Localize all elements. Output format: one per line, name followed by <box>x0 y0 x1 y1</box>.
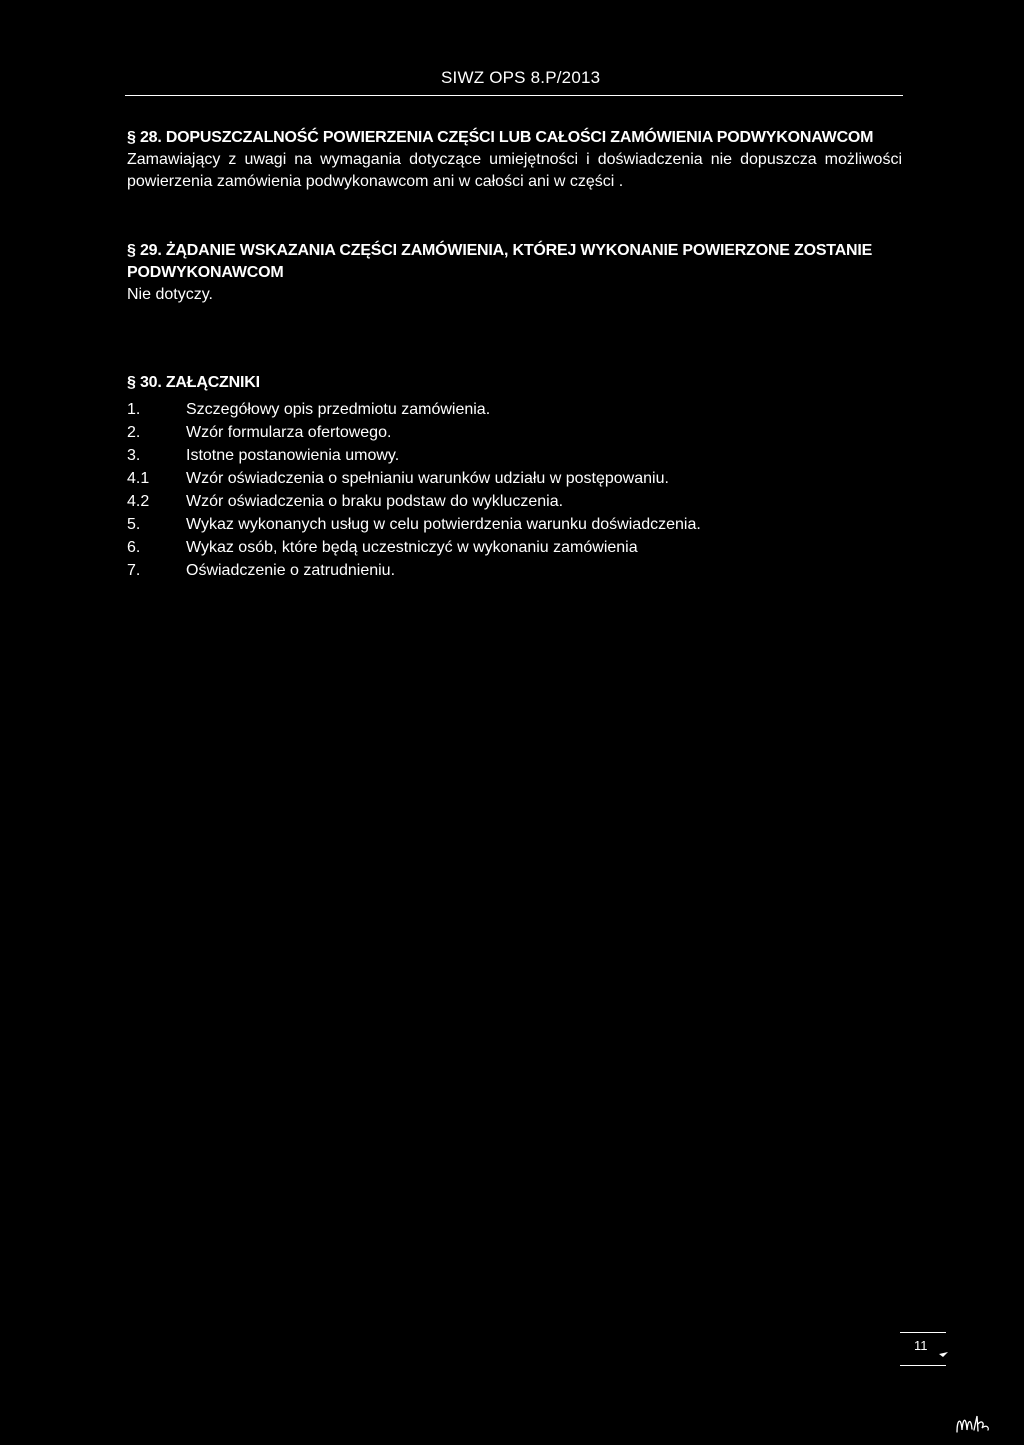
item-number: 1. <box>127 401 141 418</box>
section-body: Nie dotyczy. <box>127 286 213 303</box>
item-text: Wzór oświadczenia o braku podstaw do wykluczenia. <box>186 493 564 510</box>
list-item <box>127 490 902 513</box>
section-heading: § 28. DOPUSZCZALNOŚĆ POWIERZENIA CZĘŚCI LUB CAŁOŚCI ZAMÓWIENIA PODWYKONAWCOM <box>127 129 874 146</box>
item-text: Wykaz wykonanych usług w celu potwierdzenia warunku doświadczenia. <box>186 516 701 533</box>
attachments-list <box>127 398 902 582</box>
page-number: 11 <box>914 1338 928 1353</box>
section-29 <box>127 240 902 306</box>
item-text: Wzór formularza ofertowego. <box>186 424 392 441</box>
list-item <box>127 421 902 444</box>
item-number: 4.2 <box>127 493 150 510</box>
section-28 <box>127 127 902 193</box>
list-item <box>127 467 902 490</box>
section-30 <box>127 372 902 582</box>
item-text: Oświadczenie o zatrudnieniu. <box>186 562 396 579</box>
list-item <box>127 513 902 536</box>
item-text: Szczegółowy opis przedmiotu zamówienia. <box>186 401 491 418</box>
item-number: 6. <box>127 539 141 556</box>
corner-mark-icon <box>939 1352 949 1362</box>
list-item <box>127 559 902 582</box>
item-number: 7. <box>127 562 141 579</box>
list-item <box>127 398 902 421</box>
item-number: 3. <box>127 447 141 464</box>
item-number: 4.1 <box>127 470 150 487</box>
handwritten-initials-signature <box>955 1410 991 1438</box>
item-text: Istotne postanowienia umowy. <box>186 447 400 464</box>
item-text: Wykaz osób, które będą uczestniczyć w wykonaniu zamówienia <box>186 539 638 556</box>
item-number: 5. <box>127 516 141 533</box>
section-heading: § 29. ŻĄDANIE WSKAZANIA CZĘŚCI ZAMÓWIENIA, KTÓREJ WYKONANIE POWIERZONE ZOSTANIE PODWYKONAWCOM <box>127 242 873 281</box>
list-item <box>127 536 902 559</box>
section-body: Zamawiający z uwagi na wymagania dotyczące umiejętności i doświadczenia nie dopuszcza możliwości powierzenia zamówienia podwykonawcom ani w całości ani w części . <box>127 151 902 190</box>
document-id: SIWZ OPS 8.P/2013 <box>441 68 601 87</box>
list-item <box>127 444 902 467</box>
header-divider <box>125 95 903 96</box>
item-text: Wzór oświadczenia o spełnianiu warunków udziału w postępowaniu. <box>186 470 669 487</box>
section-heading: § 30. ZAŁĄCZNIKI <box>127 374 260 391</box>
item-number: 2. <box>127 424 141 441</box>
